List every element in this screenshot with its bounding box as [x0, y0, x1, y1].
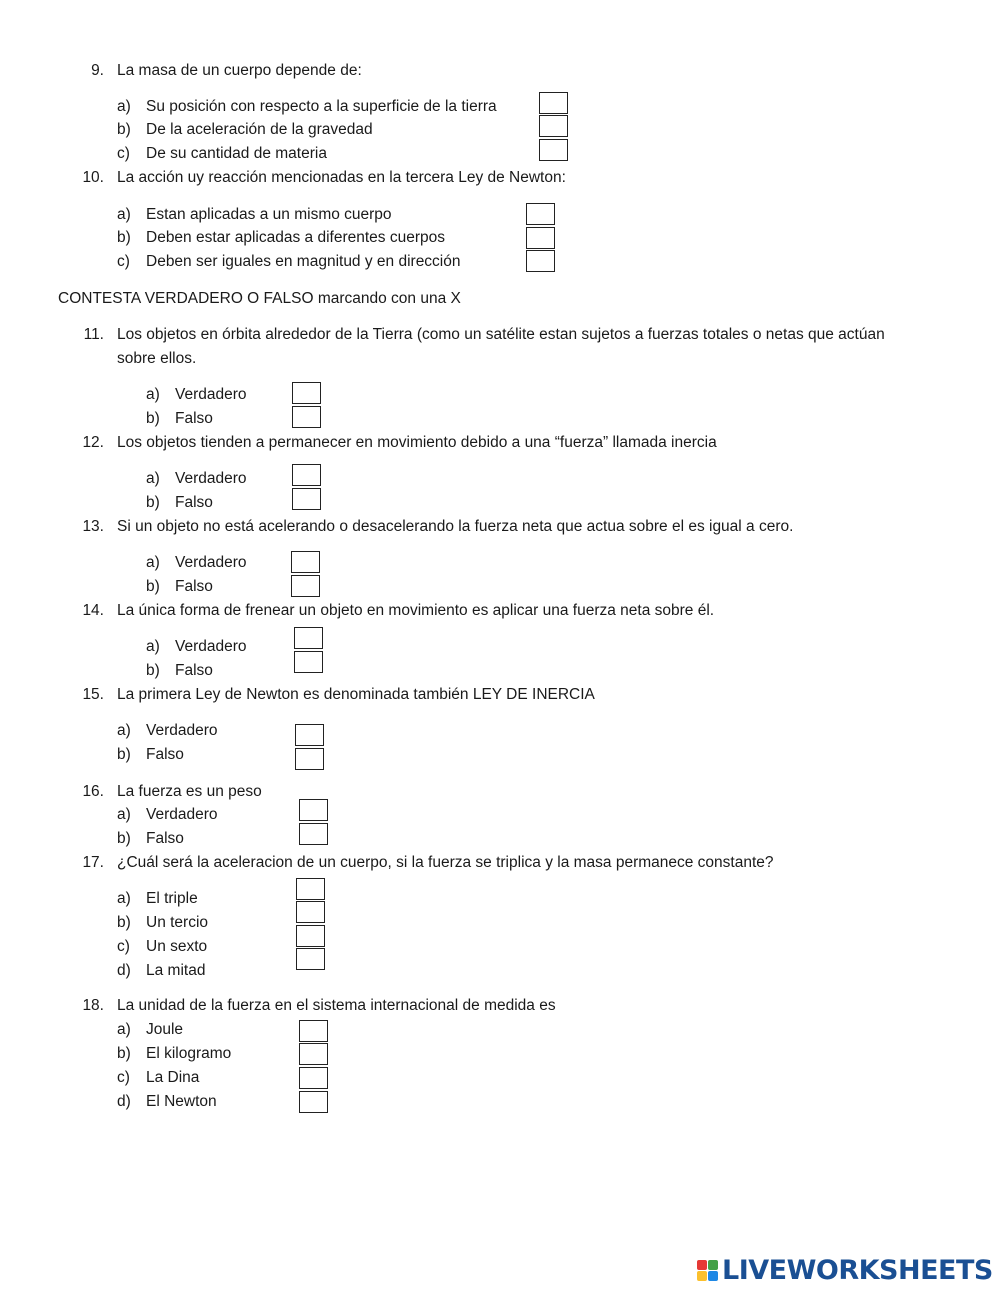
- question-text: La fuerza es un peso: [117, 783, 262, 800]
- option-letter: b): [146, 662, 160, 679]
- option-letter: a): [117, 890, 131, 907]
- option-text: Verdadero: [175, 386, 247, 403]
- answer-box-q12-a[interactable]: [292, 464, 321, 486]
- answer-box-q18-a[interactable]: [299, 1020, 328, 1042]
- option-letter: b): [117, 830, 131, 847]
- option-text: Falso: [175, 494, 213, 511]
- option-text: Deben estar aplicadas a diferentes cuerpos: [146, 229, 445, 246]
- question-text: La primera Ley de Newton es denominada también LEY DE INERCIA: [117, 686, 595, 703]
- option-text: Verdadero: [146, 722, 218, 739]
- option-letter: b): [117, 121, 131, 138]
- option-letter: a): [146, 386, 160, 403]
- question-text: Los objetos en órbita alrededor de la Tierra (como un satélite estan sujetos a fuerzas totales o netas que actúan: [117, 326, 885, 343]
- question-number: 15.: [82, 686, 104, 703]
- option-letter: b): [117, 229, 131, 246]
- answer-box-q18-b[interactable]: [299, 1043, 328, 1065]
- question-number: 13.: [82, 518, 104, 535]
- option-letter: d): [117, 962, 131, 979]
- option-text: Deben ser iguales en magnitud y en dirección: [146, 253, 461, 270]
- option-letter: a): [117, 1021, 131, 1038]
- answer-box-q16-a[interactable]: [299, 799, 328, 821]
- answer-box-q18-c[interactable]: [299, 1067, 328, 1089]
- option-letter: b): [117, 1045, 131, 1062]
- answer-box-q17-a[interactable]: [296, 878, 325, 900]
- answer-box-q10-c[interactable]: [526, 250, 555, 272]
- option-text: El triple: [146, 890, 198, 907]
- answer-box-q9-a[interactable]: [539, 92, 568, 114]
- liveworksheets-logo-icon: [697, 1260, 718, 1281]
- option-text: Falso: [175, 578, 213, 595]
- brand-text: LIVEWORKSHEETS: [722, 1254, 993, 1286]
- option-letter: a): [146, 554, 160, 571]
- question-text: La acción uy reacción mencionadas en la tercera Ley de Newton:: [117, 169, 566, 186]
- option-letter: b): [146, 578, 160, 595]
- option-letter: a): [146, 638, 160, 655]
- question-number: 11.: [83, 326, 104, 343]
- option-text: El kilogramo: [146, 1045, 232, 1062]
- question-text: La unidad de la fuerza en el sistema internacional de medida es: [117, 997, 556, 1014]
- option-letter: b): [117, 914, 131, 931]
- option-letter: a): [146, 470, 160, 487]
- option-text: La mitad: [146, 962, 206, 979]
- option-text: Verdadero: [175, 554, 247, 571]
- answer-box-q18-d[interactable]: [299, 1091, 328, 1113]
- option-letter: b): [146, 410, 160, 427]
- answer-box-q9-c[interactable]: [539, 139, 568, 161]
- option-letter: c): [117, 253, 130, 270]
- option-text: Verdadero: [175, 638, 247, 655]
- option-letter: c): [117, 1069, 130, 1086]
- option-text: Verdadero: [175, 470, 247, 487]
- answer-box-q17-d[interactable]: [296, 948, 325, 970]
- answer-box-q15-b[interactable]: [295, 748, 324, 770]
- liveworksheets-logo: [697, 1254, 993, 1286]
- option-letter: c): [117, 938, 130, 955]
- question-text: Los objetos tienden a permanecer en movimiento debido a una “fuerza” llamada inercia: [117, 434, 717, 451]
- question-text: ¿Cuál será la aceleracion de un cuerpo, si la fuerza se triplica y la masa permanece constante?: [117, 854, 774, 871]
- question-number: 10.: [82, 169, 104, 186]
- question-number: 14.: [82, 602, 104, 619]
- answer-box-q11-b[interactable]: [292, 406, 321, 428]
- answer-box-q11-a[interactable]: [292, 382, 321, 404]
- option-letter: c): [117, 145, 130, 162]
- question-number: 16.: [82, 783, 104, 800]
- answer-box-q14-b[interactable]: [294, 651, 323, 673]
- option-text: Estan aplicadas a un mismo cuerpo: [146, 206, 392, 223]
- answer-box-q12-b[interactable]: [292, 488, 321, 510]
- option-letter: a): [117, 722, 131, 739]
- question-text: Si un objeto no está acelerando o desacelerando la fuerza neta que actua sobre el es igual a cero.: [117, 518, 794, 535]
- logo-square-e: [708, 1271, 718, 1281]
- question-text: La única forma de frenear un objeto en movimiento es aplicar una fuerza neta sobre él.: [117, 602, 715, 619]
- option-text: La Dina: [146, 1069, 200, 1086]
- option-text: Falso: [175, 662, 213, 679]
- logo-square-i: [708, 1260, 718, 1270]
- answer-box-q14-a[interactable]: [294, 627, 323, 649]
- question-number: 9.: [91, 62, 104, 79]
- option-letter: a): [117, 206, 131, 223]
- option-text: Joule: [146, 1021, 184, 1038]
- option-letter: b): [146, 494, 160, 511]
- answer-box-q17-c[interactable]: [296, 925, 325, 947]
- option-letter: d): [117, 1093, 131, 1110]
- answer-box-q15-a[interactable]: [295, 724, 324, 746]
- option-letter: a): [117, 98, 131, 115]
- answer-box-q17-b[interactable]: [296, 901, 325, 923]
- logo-square-l: [697, 1260, 707, 1270]
- answer-box-q10-b[interactable]: [526, 227, 555, 249]
- option-text: Su posición con respecto a la superficie de la tierra: [146, 98, 497, 115]
- option-text: Falso: [146, 746, 184, 763]
- option-text: De su cantidad de materia: [146, 145, 327, 162]
- answer-box-q10-a[interactable]: [526, 203, 555, 225]
- option-text: El Newton: [146, 1093, 217, 1110]
- logo-square-v: [697, 1271, 707, 1281]
- section-heading: CONTESTA VERDADERO O FALSO marcando con una X: [58, 290, 461, 307]
- question-text-continued: sobre ellos.: [117, 350, 197, 367]
- question-number: 12.: [82, 434, 104, 451]
- option-letter: b): [117, 746, 131, 763]
- option-text: Falso: [175, 410, 213, 427]
- answer-box-q9-b[interactable]: [539, 115, 568, 137]
- option-text: De la aceleración de la gravedad: [146, 121, 373, 138]
- answer-box-q13-b[interactable]: [291, 575, 320, 597]
- question-number: 17.: [82, 854, 104, 871]
- option-text: Un sexto: [146, 938, 208, 955]
- answer-box-q13-a[interactable]: [291, 551, 320, 573]
- answer-box-q16-b[interactable]: [299, 823, 328, 845]
- option-letter: a): [117, 806, 131, 823]
- question-number: 18.: [82, 997, 104, 1014]
- option-text: Un tercio: [146, 914, 209, 931]
- option-text: Falso: [146, 830, 184, 847]
- option-text: Verdadero: [146, 806, 218, 823]
- question-text: La masa de un cuerpo depende de:: [117, 62, 362, 79]
